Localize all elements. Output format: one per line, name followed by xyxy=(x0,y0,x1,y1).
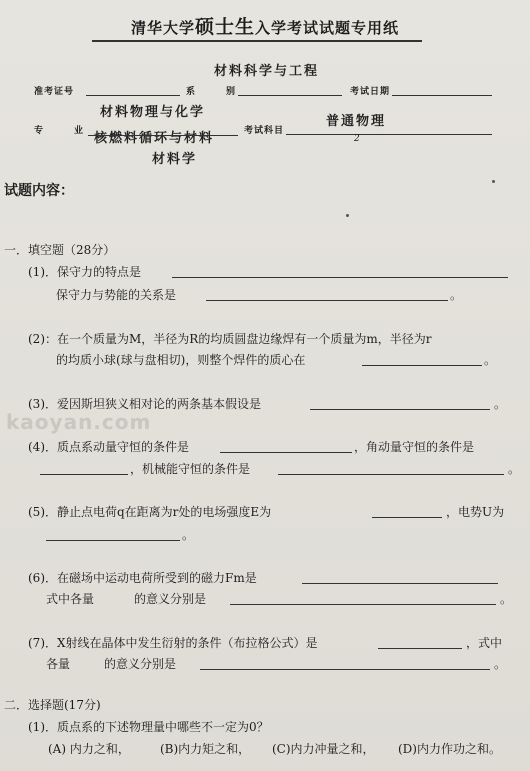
date-line xyxy=(392,95,492,96)
q4-line1: (4)．质点系动量守恒的条件是 xyxy=(28,440,189,454)
q4-period: 。 xyxy=(508,462,521,476)
major-label-b: 业 xyxy=(74,126,85,136)
content-title: 试题内容： xyxy=(4,183,74,199)
q3-period: 。 xyxy=(494,397,507,411)
section2-heading: 二．选择题(17分) xyxy=(4,698,101,712)
page-title xyxy=(0,12,530,39)
major-handwritten-1: 材料物理与化学 xyxy=(100,105,206,120)
title-degree: 硕士生 xyxy=(194,16,255,38)
q5-line1: (5)．静止点电荷q在距离为r处的电场强度E为 xyxy=(28,505,272,519)
q4-blank3 xyxy=(278,474,504,475)
major-handwritten-3: 材料学 xyxy=(152,152,198,167)
s2-option-c: (C)内力冲量之和， xyxy=(272,742,375,756)
q6-line1: (6)．在磁场中运动电荷所受到的磁力Fm是 xyxy=(28,571,257,585)
q4-blank2 xyxy=(40,474,128,475)
id-line xyxy=(86,95,180,96)
major-label-a: 专 xyxy=(34,126,45,136)
s2-q1: (1)．质点系的下述物理量中哪些不一定为0？ xyxy=(28,720,269,734)
q6-blank1 xyxy=(302,583,498,584)
s2-option-b: (B)内力矩之和， xyxy=(160,742,251,756)
id-label: 准考证号 xyxy=(34,87,75,97)
q6-line2b: 的意义分别是 xyxy=(134,592,207,606)
q2-line2: 的均质小球(球与盘相切)，则整个焊件的质心在 xyxy=(56,353,306,367)
dept-label-a: 系 xyxy=(186,87,197,97)
title-suffix: 入学考试试题专用纸 xyxy=(255,19,400,37)
q2-line1: (2)：在一个质量为M，半径为R的均质圆盘边缘焊有一个质量为m，半径为r xyxy=(28,332,432,346)
q1-period: 。 xyxy=(450,288,463,302)
major-line xyxy=(88,135,238,136)
handwritten-department: 材料科学与工程 xyxy=(214,64,320,79)
q2-period: 。 xyxy=(484,353,497,367)
watermark: kaoyan.com xyxy=(6,410,152,434)
q4-blank1 xyxy=(220,452,352,453)
q3-line: (3)．爱因斯坦狭义相对论的两条基本假设是 xyxy=(28,397,261,411)
q1-line1: (1)．保守力的特点是 xyxy=(28,265,141,279)
q5-blank2 xyxy=(46,540,180,541)
q6-blank2 xyxy=(230,604,496,605)
speck xyxy=(492,180,495,183)
q7-blank1 xyxy=(378,648,462,649)
title-underline xyxy=(92,40,422,42)
q4-line1b: ，角动量守恒的条件是 xyxy=(354,440,475,454)
q1-line2: 保守力与势能的关系是 xyxy=(56,288,177,302)
q6-line2a: 式中各量 xyxy=(46,592,95,606)
speck xyxy=(346,214,349,217)
subject-line xyxy=(286,134,492,135)
s2-option-d: (D)内力作功之和。 xyxy=(398,742,501,756)
q7-line2b: 的意义分别是 xyxy=(104,657,177,671)
q1-blank2 xyxy=(206,300,448,301)
date-label: 考试日期 xyxy=(350,87,391,97)
q7-line2a: 各量 xyxy=(46,657,71,671)
q2-blank xyxy=(362,365,482,366)
q3-blank xyxy=(310,409,490,410)
q5-blank1 xyxy=(372,517,442,518)
q7-period: 。 xyxy=(494,657,507,671)
title-university: 清华大学 xyxy=(130,19,195,37)
section1-heading: 一．填空题（28分） xyxy=(4,243,116,257)
q1-blank1 xyxy=(172,277,508,278)
dept-line xyxy=(238,95,342,96)
dept-label-b: 别 xyxy=(226,87,237,97)
subject-mark: 2 xyxy=(354,134,360,144)
q4-line2: ，机械能守恒的条件是 xyxy=(130,462,251,476)
q5-line1b: ，电势U为 xyxy=(446,505,505,519)
major-handwritten-2: 核燃料循环与材料 xyxy=(94,131,215,146)
q5-period: 。 xyxy=(182,528,195,542)
s2-option-a: (A) 内力之和， xyxy=(48,742,130,756)
subject-handwritten: 普通物理 xyxy=(326,114,387,129)
q7-line1: (7)．X射线在晶体中发生衍射的条件（布拉格公式）是 xyxy=(28,636,318,650)
q7-blank2 xyxy=(200,669,490,670)
q7-line1b: ，式中 xyxy=(466,636,503,650)
subject-label: 考试科目 xyxy=(244,126,285,136)
q6-period: 。 xyxy=(500,592,513,606)
